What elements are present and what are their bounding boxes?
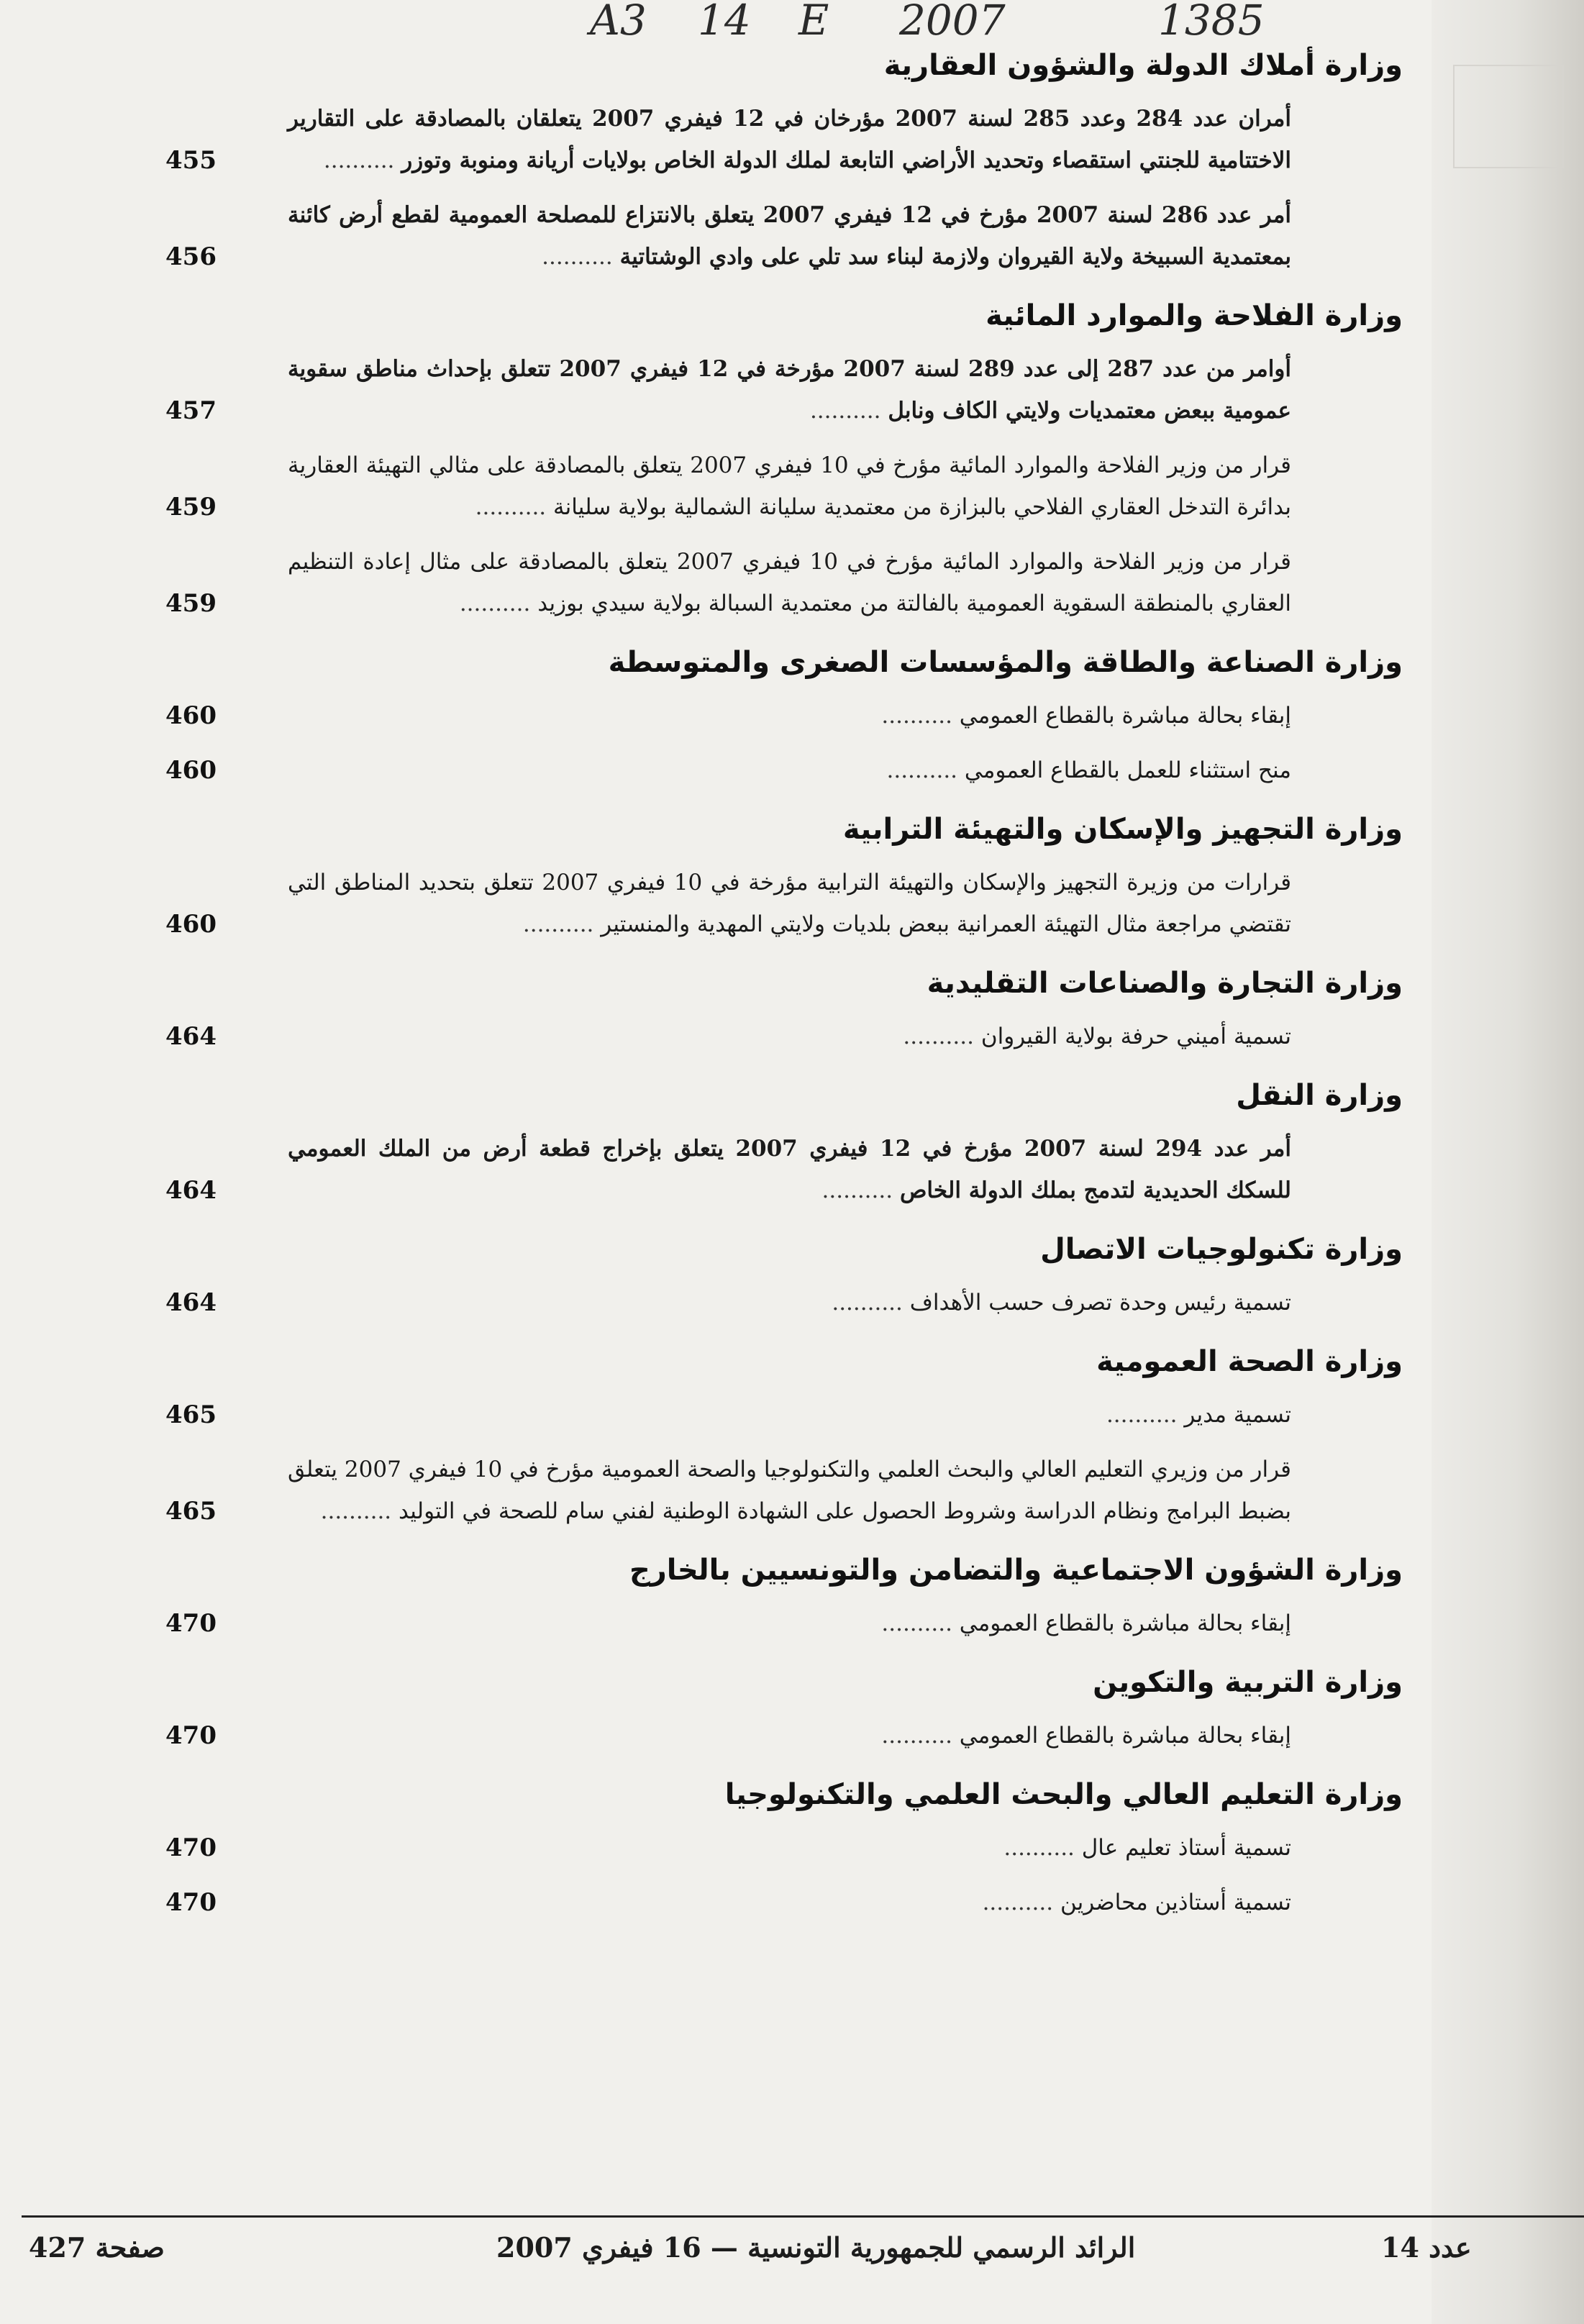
toc-entry [165,1394,1403,1436]
footer-rule [22,2215,1584,2218]
entry-title: تسمية أميني حرفة بولاية القيروان [980,1024,1291,1049]
leader-dots: .......... [522,911,601,937]
footer-journal-title: الرائد الرسمي للجمهورية التونسية — 16 فيفري 2007 [496,2231,1136,2264]
toc-entry [165,1603,1403,1644]
leader-dots: .......... [821,1177,900,1203]
entry-page-number: 455 [165,146,217,175]
entry-text [245,194,1403,278]
leader-dots: .......... [1106,1402,1185,1428]
handnote-number-mark: 14 [698,0,751,45]
section-title: وزارة التجارة والصناعات التقليدية [927,967,1403,1000]
leader-dots: .......... [881,1610,960,1636]
handnote-folio-mark: 1385 [1158,0,1265,45]
toc-section [165,43,1403,278]
leader-dots: .......... [982,1890,1060,1915]
entry-title: إبقاء بحالة مباشرة بالقطاع العمومي [959,703,1291,729]
toc-entry [165,348,1403,432]
entry-text [245,1282,1403,1323]
entry-page-number: 457 [165,396,217,425]
page-footer [22,2215,1584,2287]
toc-entry [165,194,1403,278]
toc-section [165,1548,1403,1644]
entry-title: قرارات من وزيرة التجهيز والإسكان والتهيئة الترابية مؤرخة في 10 فيفري 2007 تتعلق بتحديد المناطق التي تقتضي مراجعة مثال التهيئة العمرانية ببعض بلديات ولايتي المهدية والمنستير [288,870,1292,937]
entry-title: أوامر من عدد 287 إلى عدد 289 لسنة 2007 مؤرخة في 12 فيفري 2007 تتعلق بإحداث مناطق سقوية عمومية ببعض معتمديات ولايتي الكاف ونابل [288,356,1291,424]
toc-section [165,1227,1403,1323]
toc-entry [165,1827,1403,1869]
entry-page-number: 470 [165,1888,217,1917]
entry-title: تسمية رئيس وحدة تصرف حسب الأهداف [909,1290,1291,1316]
toc-entry [165,1282,1403,1323]
entry-page-number: 464 [165,1176,217,1205]
entry-text [245,445,1403,528]
entry-page-number: 470 [165,1721,217,1750]
toc-entry [165,98,1403,181]
footer-issue-number: عدد 14 [1381,2231,1472,2264]
entry-text [245,1128,1403,1211]
leader-dots: .......... [886,757,965,783]
toc-section [165,1772,1403,1923]
leader-dots: .......... [903,1024,981,1049]
toc-section [165,1339,1403,1532]
entry-page-number: 459 [165,589,217,618]
entry-title: قرار من وزير الفلاحة والموارد المائية مؤرخ في 10 فيفري 2007 يتعلق بالمصادقة على مثالي التهيئة العقارية بدائرة التدخل العقاري الفلاحي بالبزازة من معتمدية سليانة الشمالية بولاية سليانة [288,452,1292,520]
toc-entry [165,1449,1403,1532]
entry-title: تسمية أستاذين محاضرين [1060,1890,1291,1915]
toc-section [165,1660,1403,1756]
toc-section [165,640,1403,791]
section-title: وزارة الصحة العمومية [1096,1345,1403,1378]
entry-text [245,541,1403,624]
entry-title: تسمية أستاذ تعليم عال [1081,1835,1291,1861]
section-title: وزارة الصناعة والطاقة والمؤسسات الصغرى والمتوسطة [608,646,1403,679]
entry-title: تسمية مدير [1184,1402,1291,1428]
toc-entry [165,695,1403,737]
toc-entry [165,1128,1403,1211]
entry-title: قرار من وزير الفلاحة والموارد المائية مؤرخ في 10 فيفري 2007 يتعلق بالمصادقة على مثال إعادة التنظيم العقاري بالمنطقة السقوية العمومية بالفالتة من معتمدية السبالة بولاية سيدي بوزيد [288,549,1291,616]
toc-section [165,961,1403,1057]
section-title: وزارة أملاك الدولة والشؤون العقارية [883,49,1403,82]
leader-dots: .......... [832,1290,910,1316]
entry-title: منح استثناء للعمل بالقطاع العمومي [964,757,1291,783]
leader-dots: .......... [323,147,402,173]
toc-entry [165,1882,1403,1923]
toc-entry [165,1016,1403,1057]
section-title: وزارة التجهيز والإسكان والتهيئة الترابية [842,813,1403,846]
toc-section [165,1073,1403,1211]
leader-dots: .......... [542,244,620,270]
facing-page-ghost-box [1453,65,1564,168]
entry-text [245,1715,1403,1756]
section-title: وزارة التعليم العالي والبحث العلمي والتكنولوجيا [724,1778,1403,1811]
section-title: وزارة النقل [1236,1079,1403,1112]
entry-page-number: 464 [165,1022,217,1051]
section-title: وزارة تكنولوجيات الاتصال [1040,1233,1403,1266]
entry-text [245,1882,1403,1923]
leader-dots: .......... [1003,1835,1082,1861]
section-title: وزارة التربية والتكوين [1093,1666,1403,1699]
entry-title: إبقاء بحالة مباشرة بالقطاع العمومي [959,1610,1291,1636]
entry-title: قرار من وزيري التعليم العالي والبحث العلمي والتكنولوجيا والصحة العمومية مؤرخ في 10 فيفري 2007 يتعلق بضبط البرامج ونظام الدراسة وشروط الحصول على الشهادة الوطنية لفني سام للصحة في التوليد [288,1457,1291,1524]
entry-text [245,98,1403,181]
entry-text [245,1449,1403,1532]
entry-title: أمر عدد 294 لسنة 2007 مؤرخ في 12 فيفري 2007 يتعلق بإخراج قطعة أرض من الملك العمومي للسكك الحديدية لتدمج بملك الدولة الخاص [288,1136,1292,1203]
toc-entry [165,541,1403,624]
handnote-letter-mark: E [798,0,829,45]
entry-page-number: 470 [165,1833,217,1862]
entry-text [245,1016,1403,1057]
section-title: وزارة الفلاحة والموارد المائية [986,299,1403,332]
entry-page-number: 460 [165,910,217,939]
entry-text [245,1827,1403,1869]
entry-text [245,749,1403,791]
entry-text [245,862,1403,945]
entry-page-number: 465 [165,1497,217,1526]
toc-entry [165,1715,1403,1756]
toc-section [165,293,1403,624]
entry-page-number: 464 [165,1288,217,1317]
entry-text [245,1603,1403,1644]
toc-entry [165,749,1403,791]
section-title: وزارة الشؤون الاجتماعية والتضامن والتونسيين بالخارج [629,1554,1403,1587]
leader-dots: .......... [459,591,538,616]
leader-dots: .......... [475,494,554,520]
entry-page-number: 456 [165,242,217,271]
entry-page-number: 459 [165,493,217,521]
entry-text [245,348,1403,432]
handnote-issue-mark: A3 [590,0,647,45]
entry-text [245,1394,1403,1436]
handnote-year-mark: 2007 [899,0,1006,45]
toc-entry [165,862,1403,945]
entry-title: أمران عدد 284 وعدد 285 لسنة 2007 مؤرخان في 12 فيفري 2007 يتعلقان بالمصادقة على التقارير الاختتامية للجنتي استقصاء وتحديد الأراضي التابعة لملك الدولة الخاص بولايات أريانة ومنوبة وتوزر [288,106,1292,173]
toc-entry [165,445,1403,528]
leader-dots: .......... [320,1498,399,1524]
entry-page-number: 470 [165,1609,217,1638]
entry-title: إبقاء بحالة مباشرة بالقطاع العمومي [959,1723,1291,1749]
entry-page-number: 460 [165,701,217,730]
leader-dots: .......... [809,398,888,424]
footer-page-number: صفحة 427 [29,2231,165,2264]
leader-dots: .......... [881,703,960,729]
entry-title: أمر عدد 286 لسنة 2007 مؤرخ في 12 فيفري 2007 يتعلق بالانتزاع للمصلحة العمومية لقطع أرض كائنة بمعتمدية السبيخة ولاية القيروان ولازمة لبناء سد تلي على وادي الوشتاتية [288,202,1292,270]
table-of-contents [165,43,1403,1936]
entry-page-number: 465 [165,1400,217,1429]
leader-dots: .......... [881,1723,960,1749]
facing-page-bleed [1431,0,1584,2324]
entry-text [245,695,1403,737]
toc-section [165,807,1403,945]
entry-page-number: 460 [165,756,217,785]
